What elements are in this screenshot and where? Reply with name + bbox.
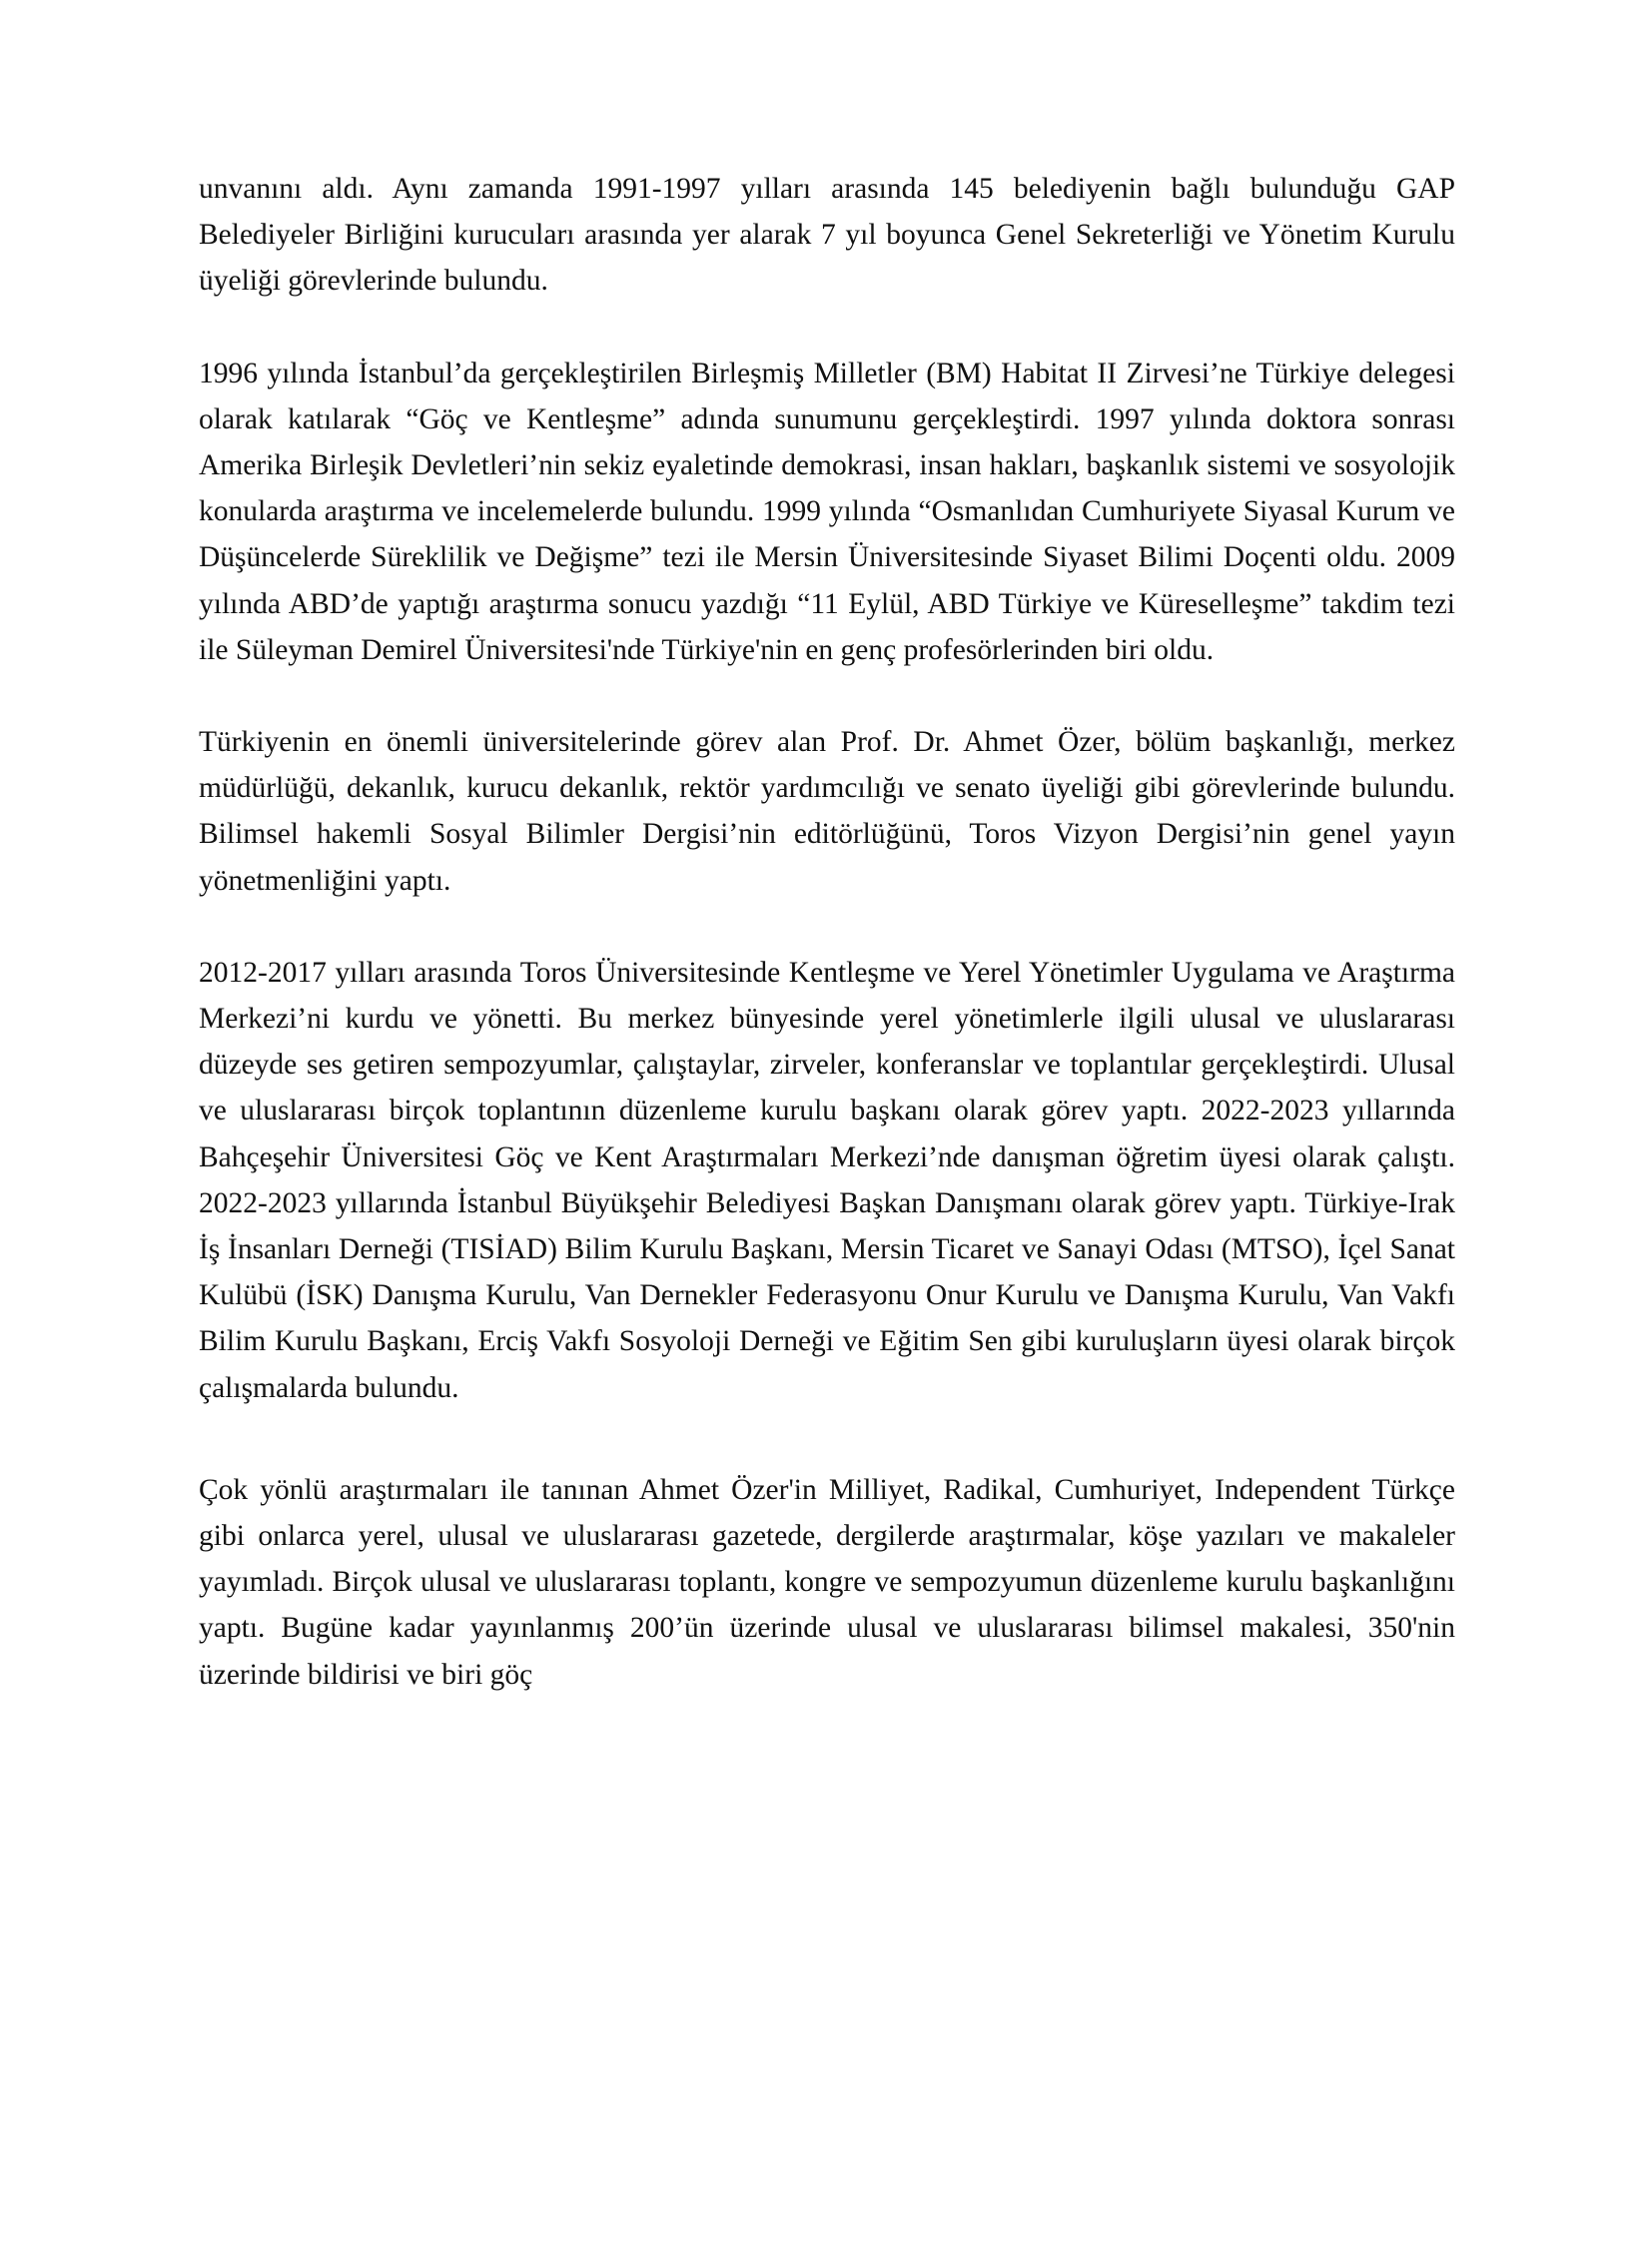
paragraph-university-roles: Türkiyenin en önemli üniversitelerinde görev alan Prof. Dr. Ahmet Özer, bölüm başkanlığı, merkez müdürlüğü, dekanlık, kurucu dekanlık, rektör yardımcılığı ve senato üyeliği gibi görevlerinde bulundu. Bilimsel hakemli Sosyal Bilimler Dergisi’nin editörlüğünü, Toros Vizyon Dergisi’nin genel yayın yönetmenliğini yaptı. bbox=[199, 726, 1455, 897]
paragraph-publications: Çok yönlü araştırmaları ile tanınan Ahmet Özer'in Milliyet, Radikal, Cumhuriyet, Independent Türkçe gibi onlarca yerel, ulusal ve uluslararası gazetede, dergilerde araştırmalar, köşe yazıları ve makaleler yayımladı. Birçok ulusal ve uluslararası toplantı, kongre ve sempozyumun düzenleme kurulu başkanlığını yaptı. Bugüne kadar yayınlanmış 200’ün üzerinde ulusal ve uluslararası bilimsel makalesi, 350'nin üzerinde bildirisi ve biri göç bbox=[199, 1473, 1455, 1691]
paragraph-research-center: 2012-2017 yılları arasında Toros Üniversitesinde Kentleşme ve Yerel Yönetimler Uygulama ve Araştırma Merkezi’ni kurdu ve yönetti. Bu merkez bünyesinde yerel yönetimlerle ilgili ulusal ve uluslararası düzeyde ses getiren sempozyumlar, çalıştaylar, zirveler, konferanslar ve toplantılar gerçekleştirdi. Ulusal ve uluslararası birçok toplantının düzenleme kurulu başkanı olarak görev yaptı. 2022-2023 yıllarında Bahçeşehir Üniversitesi Göç ve Kent Araştırmaları Merkezi’nde danışman öğretim üyesi olarak çalıştı. 2022-2023 yıllarında İstanbul Büyükşehir Belediyesi Başkan Danışmanı olarak görev yaptı. Türkiye-Irak İş İnsanları Derneği (TISİAD) Bilim Kurulu Başkanı, Mersin Ticaret ve Sanayi Odası (MTSO), İçel Sanat Kulübü (İSK) Danışma Kurulu, Van Dernekler Federasyonu Onur Kurulu ve Danışma Kurulu, Van Vakfı Bilim Kurulu Başkanı, Erciş Vakfı Sosyoloji Derneği ve Eğitim Sen gibi kuruluşların üyesi olarak birçok çalışmalarda bulundu. bbox=[199, 956, 1455, 1404]
paragraph-habitat-academia: 1996 yılında İstanbul’da gerçekleştirilen Birleşmiş Milletler (BM) Habitat II Zirvesi’ne Türkiye delegesi olarak katılarak “Göç ve Kentleşme” adında sunumunu gerçekleştirdi. 1997 yılında doktora sonrası Amerika Birleşik Devletleri’nin sekiz eyaletinde demokrasi, insan hakları, başkanlık sistemi ve sosyolojik konularda araştırma ve incelemelerde bulundu. 1999 yılında “Osmanlıdan Cumhuriyete Siyasal Kurum ve Düşüncelerde Süreklilik ve Değişme” tezi ile Mersin Üniversitesinde Siyaset Bilimi Doçenti oldu. 2009 yılında ABD’de yaptığı araştırma sonucu yazdığı “11 Eylül, ABD Türkiye ve Küreselleşme” takdim tezi ile Süleyman Demirel Üniversitesi'nde Türkiye'nin en genç profesörlerinden biri oldu. bbox=[199, 357, 1455, 666]
paragraph-career-gap: unvanını aldı. Aynı zamanda 1991-1997 yılları arasında 145 belediyenin bağlı bulunduğu GAP Belediyeler Birliğini kurucuları arasında yer alarak 7 yıl boyunca Genel Sekreterliği ve Yönetim Kurulu üyeliği görevlerinde bulundu. bbox=[199, 173, 1455, 298]
